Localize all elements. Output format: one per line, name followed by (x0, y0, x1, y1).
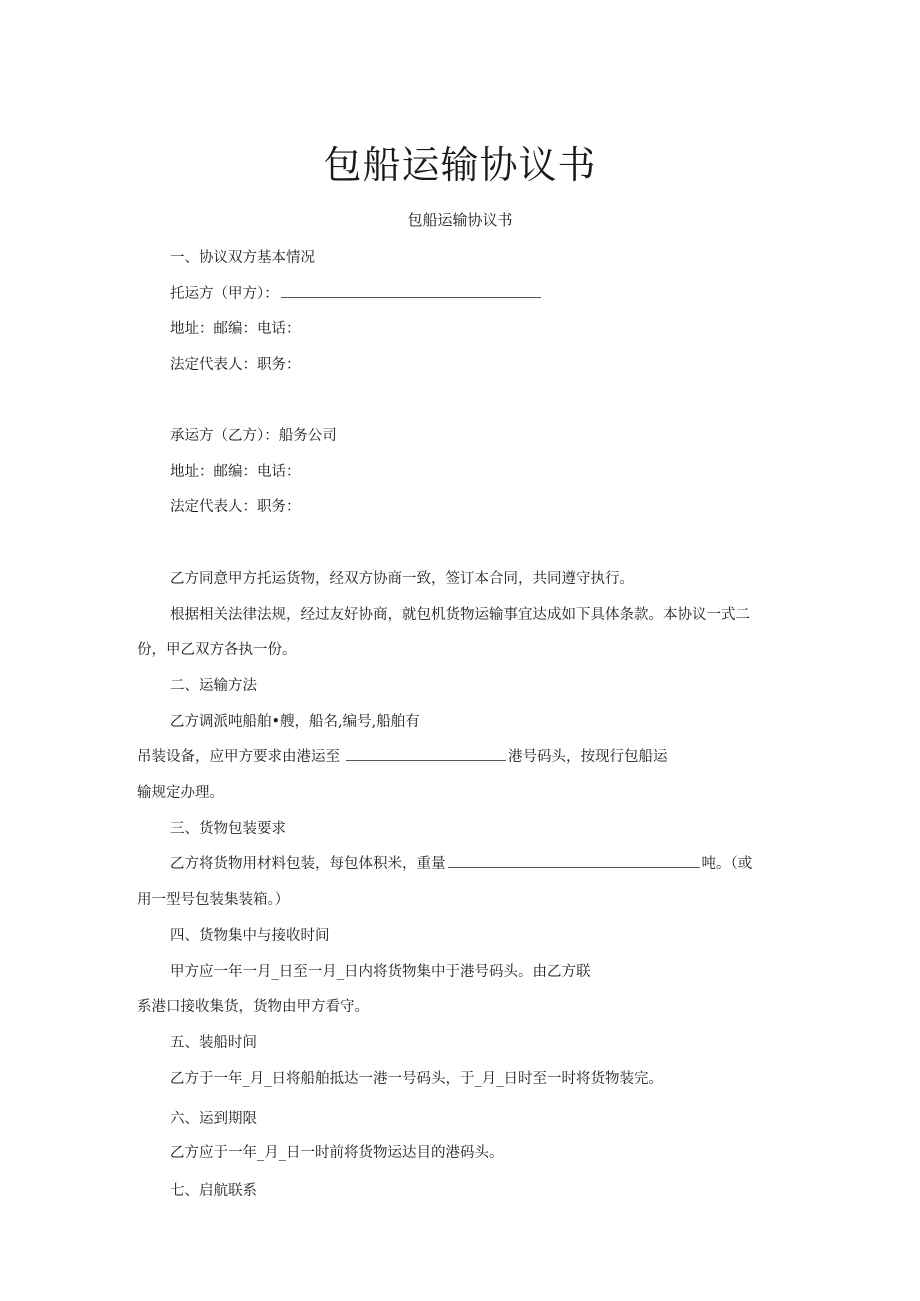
section-4-line-2: 系港口接收集货，货物由甲方看守。 (137, 999, 369, 1015)
party-b-label: 承运方（乙方）：船务公司 (170, 428, 337, 444)
section-2-line-2-pre: 吊装设备，应甲方要求由港运至 (137, 749, 340, 765)
section-3-line-1-pre: 乙方将货物用材料包装，每包体积米，重量 (170, 856, 446, 872)
party-b-representative: 法定代表人：职务： (170, 499, 301, 515)
party-a-label: 托运方（甲方）： (170, 286, 279, 302)
basis-paragraph-line-2: 份，甲乙双方各执一份。 (137, 642, 297, 658)
document-title: 包船运输协议书 (323, 143, 597, 187)
section-3-line-1-post: 吨。（或 (701, 856, 753, 872)
section-4-line-1: 甲方应一年一月_日至一月_日内将货物集中于港号码头。由乙方联 (170, 964, 591, 980)
section-5-line-1: 乙方于一年_月_日将船舶抵达一港一号码头，于_月_日时至一时将货物装完。 (170, 1071, 663, 1087)
section-2-heading: 二、运输方法 (170, 678, 257, 694)
party-a-blank (281, 283, 541, 298)
section-7-heading: 七、启航联系 (170, 1183, 257, 1199)
section-3-heading: 三、货物包装要求 (170, 821, 286, 837)
section-2-line-3: 输规定办理。 (137, 785, 224, 801)
section-3-line-2: 用一型号包装集装箱。） (137, 892, 290, 908)
party-a-representative: 法定代表人：职务： (170, 357, 301, 373)
section-4-heading: 四、货物集中与接收时间 (170, 928, 330, 944)
section-2-line-2 (137, 745, 668, 766)
weight-blank (448, 853, 700, 868)
party-a-line (170, 282, 543, 303)
section-3-line-1 (170, 852, 752, 873)
section-1-heading: 一、协议双方基本情况 (170, 250, 315, 266)
section-2-line-2-post: 港号码头，按现行包船运 (508, 749, 668, 765)
section-5-heading: 五、装船时间 (170, 1035, 257, 1051)
party-a-address: 地址：邮编：电话： (170, 321, 301, 337)
document-subtitle: 包船运输协议书 (407, 211, 513, 229)
section-6-heading: 六、运到期限 (170, 1111, 257, 1127)
port-blank (346, 746, 506, 761)
basis-paragraph-line-1: 根据相关法律法规，经过友好协商，就包机货物运输事宜达成如下具体条款。本协议一式二 (170, 607, 750, 623)
section-6-line-1: 乙方应于一年_月_日一时前将货物运达目的港码头。 (170, 1145, 504, 1161)
agreement-paragraph: 乙方同意甲方托运货物，经双方协商一致，签订本合同，共同遵守执行。 (170, 571, 634, 587)
section-2-line-1: 乙方调派吨船舶•艘，船名,编号,船舶有 (170, 714, 420, 730)
party-b-address: 地址：邮编：电话： (170, 464, 301, 480)
